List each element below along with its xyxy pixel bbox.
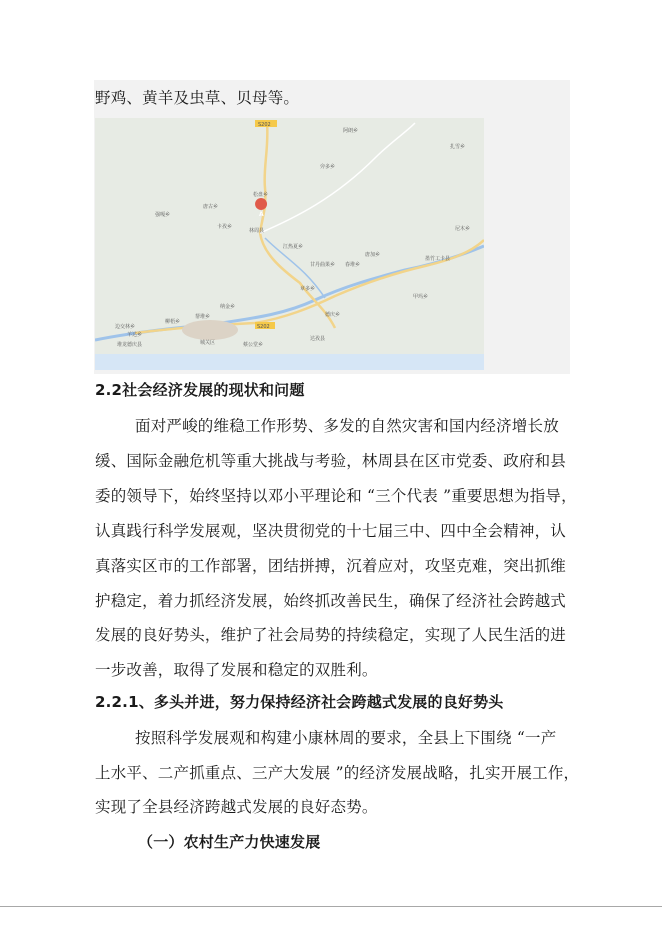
road-label-north: S202: [258, 122, 271, 128]
map-place-label: 江热夏乡: [283, 244, 304, 250]
para2-line: 按照科学发展观和构建小康林周的要求，全县上下围绕 “一产: [135, 729, 557, 747]
map-place-label: 墨竹工卡县: [425, 256, 451, 262]
road-label-south: S202: [257, 324, 270, 330]
map-place-label: 德庆乡: [325, 312, 341, 318]
map-place-label: 唐古乡: [203, 204, 219, 210]
para1-line: 面对严峻的维稳工作形势、多发的自然灾害和国内经济增长放: [135, 417, 559, 435]
map-place-label: 阿朗乡: [343, 128, 359, 134]
map-place-label: 达孜县: [310, 336, 326, 342]
para1-line: 缓、国际金融危机等重大挑战与考验，林周县在区市党委、政府和县: [95, 452, 567, 470]
para1-line: 发展的良好势头，维护了社会局势的持续稳定，实现了人民生活的进: [95, 626, 567, 644]
map-graphic: [95, 118, 484, 370]
footer-rule: [0, 906, 662, 907]
para1-line: 真落实区市的工作部署，团结拼搏，沉着应对，攻坚克难，突出抓维: [95, 557, 567, 575]
map-place-label: 尼木乡: [455, 226, 471, 232]
map-place-label: 扎雪乡: [450, 144, 466, 150]
section-heading: 2.2社会经济发展的现状和问题: [95, 381, 305, 399]
marker-letter: A: [259, 211, 264, 218]
top-line: 野鸡、黄羊及虫草、贝母等。: [95, 89, 300, 107]
para1-line: 护稳定，着力抓经济发展，始终抓改善民生，确保了经济社会跨越式: [95, 592, 567, 610]
map-place-label: 甘丹曲果乡: [310, 262, 336, 268]
map-place-label: 旁多乡: [320, 164, 336, 170]
map-place-label: 纳金乡: [220, 304, 236, 310]
map-place-label: 柳梧乡: [165, 319, 181, 325]
map-place-label: 强嘎乡: [155, 212, 171, 218]
map-place-label: 城关区: [200, 340, 216, 346]
map-place-label: 堆龙德庆县: [117, 342, 143, 348]
subsubheading: （一）农村生产力快速发展: [138, 833, 321, 851]
para1-line: 认真践行科学发展观，坚决贯彻党的十七届三中、四中全会精神，认: [95, 522, 567, 540]
para1-line: 一步改善，取得了发展和稳定的双胜利。: [95, 661, 378, 679]
para1-line: 委的领导下，始终坚持以邓小平理论和 “三个代表 ”重要思想为指导，: [95, 487, 577, 505]
map-place-label: 春堆乡: [345, 262, 361, 268]
map-place-label: 蔡公堂乡: [243, 342, 264, 348]
location-map: [95, 118, 484, 370]
map-place-label: 羊达乡: [127, 332, 143, 338]
map-place-label: 卡孜乡: [217, 224, 233, 230]
map-place-label: 章多乡: [300, 286, 316, 292]
map-place-label: 边交林乡: [115, 324, 136, 330]
subheading: 2.2.1、多头并进，努力保持经济社会跨越式发展的良好势头: [95, 693, 504, 711]
para2-line: 实现了全县经济跨越式发展的良好态势。: [95, 798, 378, 816]
map-place-label: 帮堆乡: [195, 314, 211, 320]
county-label: 林周县: [249, 228, 265, 234]
map-place-label: 松盘乡: [253, 192, 269, 198]
map-place-label: 甲玛乡: [413, 294, 429, 300]
para2-line: 上水平、二产抓重点、三产大发展 ”的经济发展战略，扎实开展工作，: [95, 764, 580, 782]
map-place-label: 唐加乡: [365, 252, 381, 258]
